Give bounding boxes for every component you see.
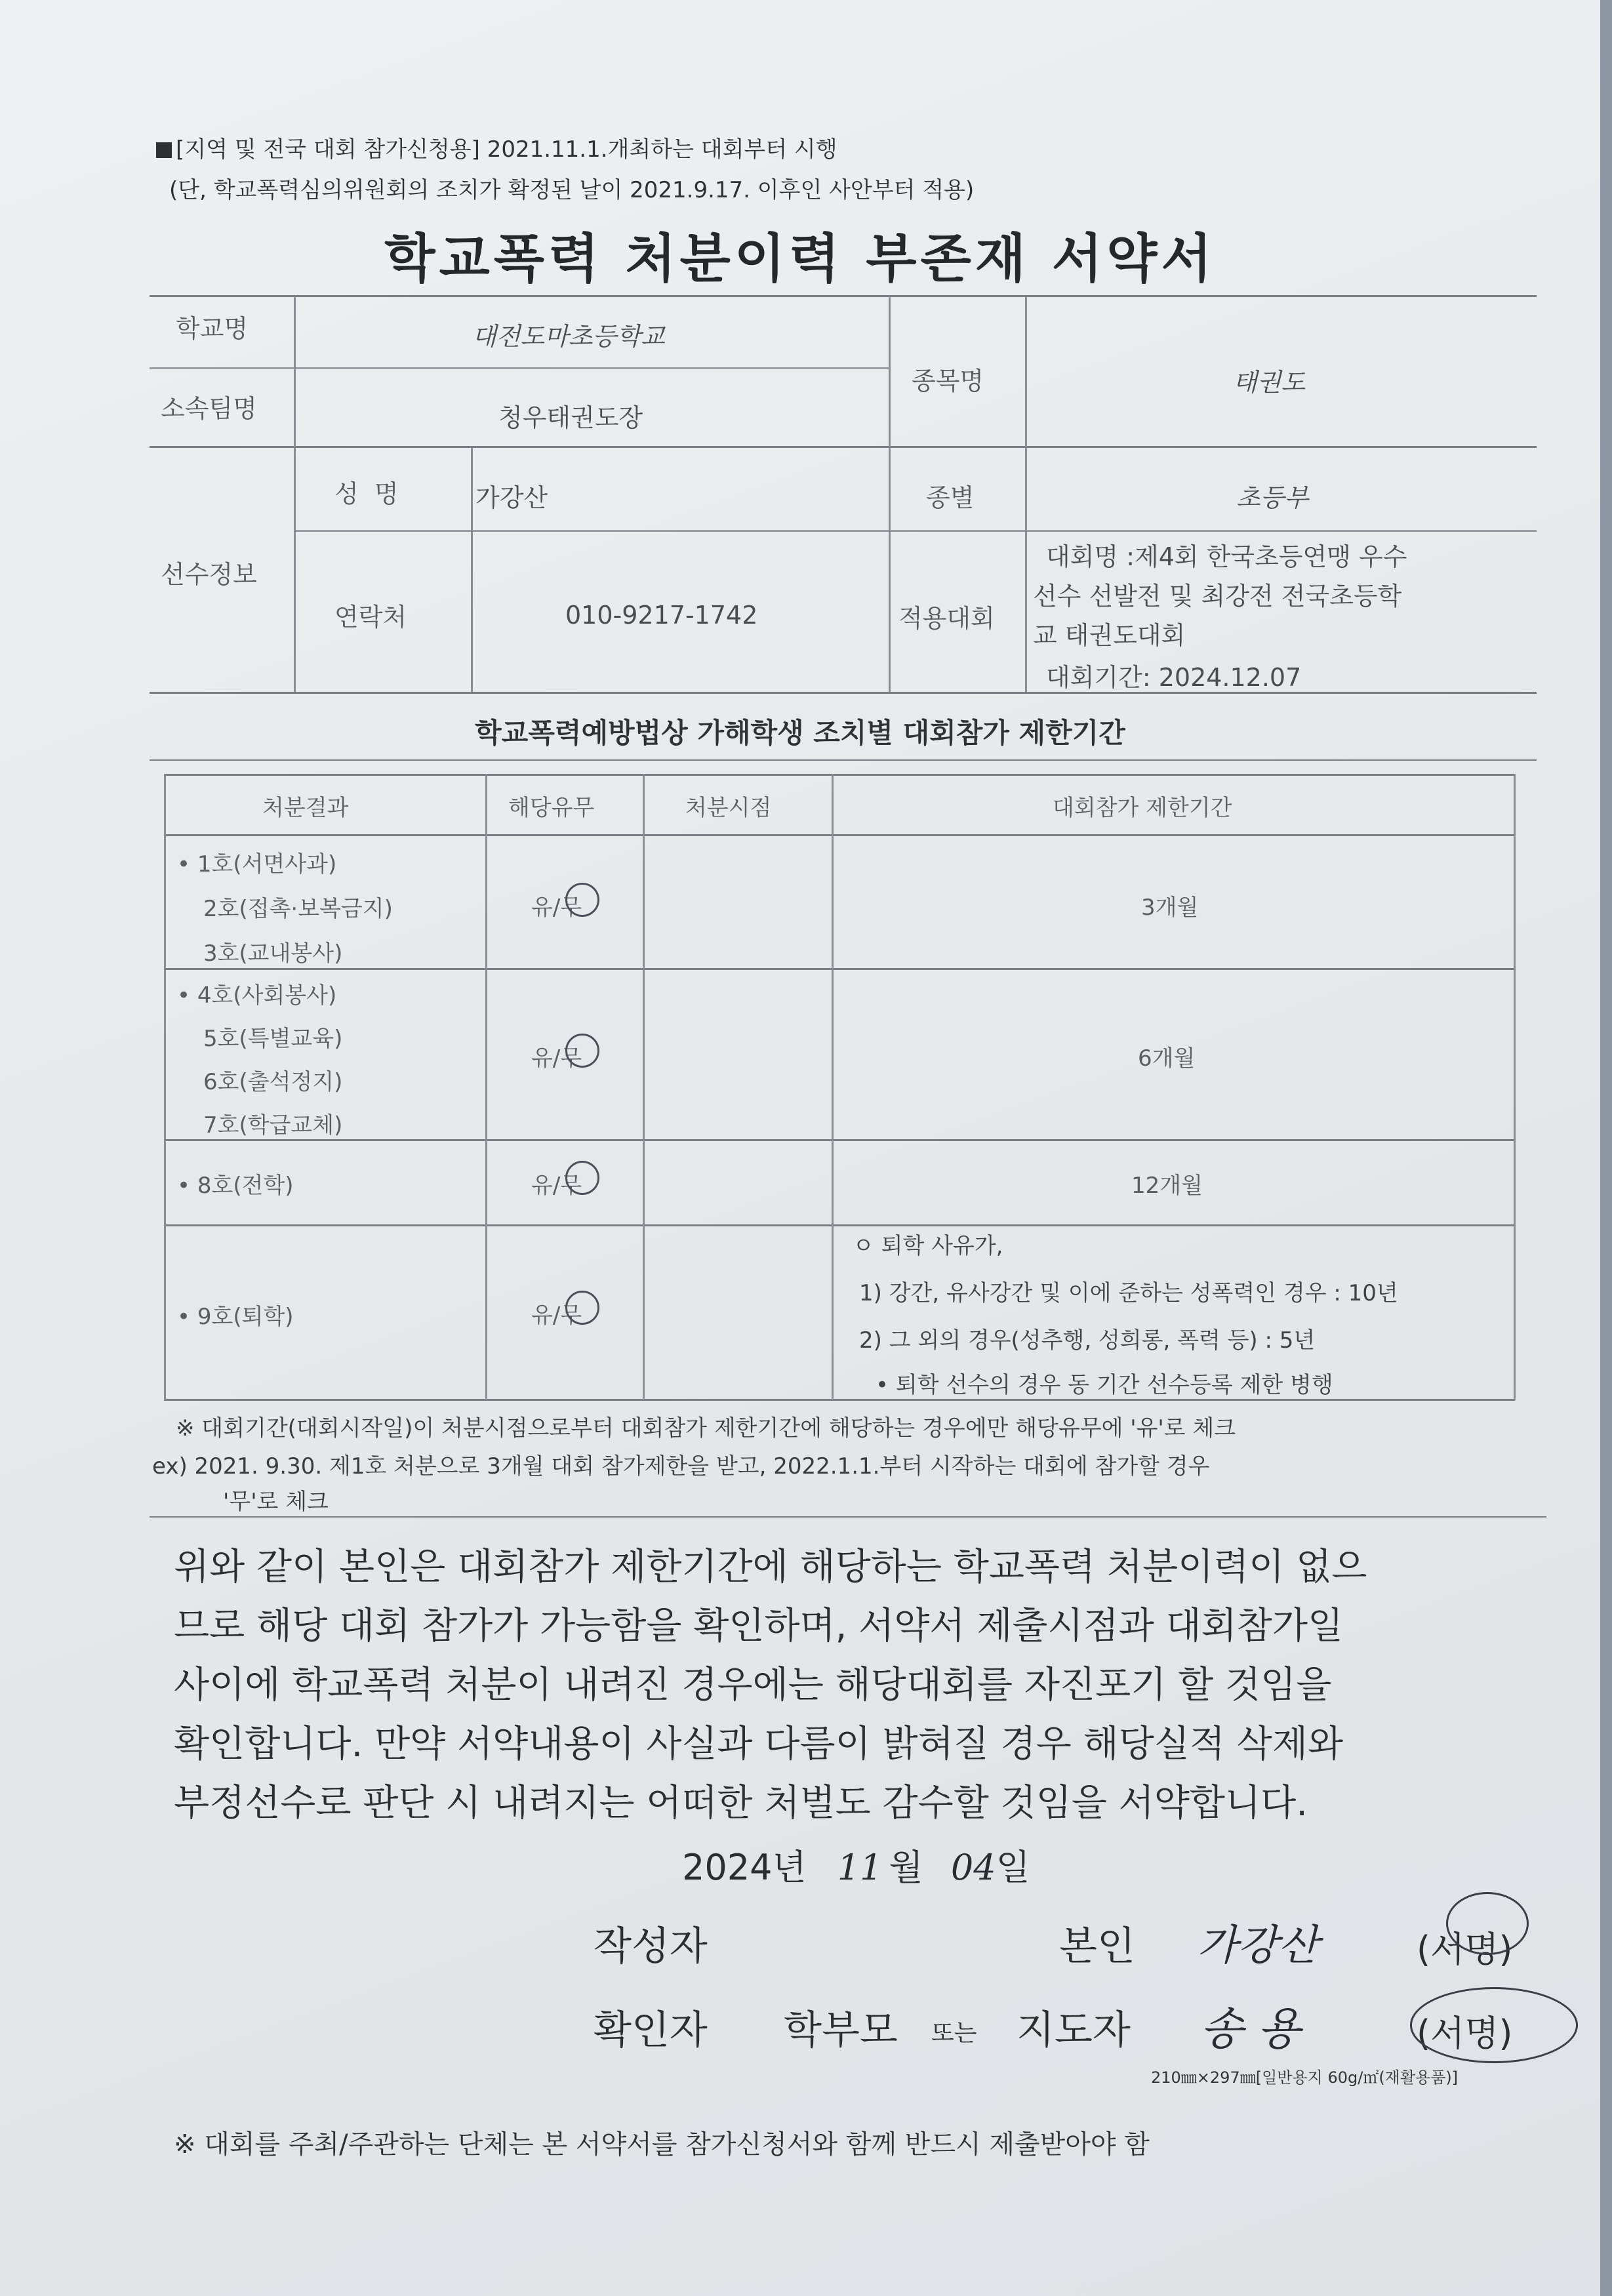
- signature-scribble-icon: [1446, 1892, 1529, 1955]
- square-bullet-icon: [156, 142, 172, 158]
- applied-label: 적용대회: [898, 604, 995, 633]
- team-value: 청우태권도장: [498, 403, 643, 432]
- signature-scribble-icon: [1410, 1987, 1578, 2063]
- check-circle-icon: [565, 1034, 599, 1068]
- rule: [150, 1516, 1546, 1518]
- school-label: 학교명: [176, 314, 249, 343]
- rule: [1514, 774, 1516, 1400]
- measure-item: • 9호(퇴학): [177, 1304, 294, 1330]
- rule: [485, 774, 487, 1400]
- restriction-period: 3개월: [1141, 895, 1199, 921]
- applied-line: 선수 선발전 및 최강전 전국초등학: [1033, 582, 1402, 611]
- rule: [164, 774, 166, 1400]
- rule: [643, 774, 645, 1400]
- rule: [471, 447, 473, 692]
- measure-item: • 1호(서면사과): [177, 851, 337, 877]
- writer-label: 작성자: [594, 1923, 708, 1969]
- rule: [164, 968, 1515, 970]
- name-value: 가강산: [475, 483, 548, 512]
- restriction-period: 6개월: [1138, 1045, 1196, 1072]
- rule: [164, 1139, 1515, 1141]
- rule: [294, 530, 1025, 532]
- check-circle-icon: [565, 883, 599, 917]
- applied-line: 교 태권도대회: [1033, 621, 1186, 650]
- measure-item: • 8호(전학): [177, 1173, 294, 1199]
- yes-no-value: 유/무: [531, 1045, 582, 1072]
- sign-mark-2: (서명): [1417, 2013, 1513, 2054]
- rule: [164, 834, 1515, 836]
- period-line: ㅇ 퇴학 사유가,: [853, 1233, 1003, 1259]
- or-label: 또는: [931, 2020, 977, 2047]
- col-header: 대회참가 제한기간: [1053, 795, 1232, 821]
- coach-signature: 송 용: [1200, 2004, 1300, 2055]
- yes-no-value: 유/무: [531, 1173, 582, 1199]
- sign-mark: (서명): [1417, 1929, 1513, 1970]
- measure-item: 7호(학급교체): [203, 1112, 343, 1138]
- rule: [294, 296, 296, 692]
- self-label: 본인: [1059, 1923, 1135, 1969]
- parent-label: 학부모: [784, 2007, 898, 2053]
- applied-line: 대회기간: 2024.12.07: [1046, 663, 1302, 692]
- coach-label: 지도자: [1017, 2007, 1131, 2053]
- pledge-line: 위와 같이 본인은 대회참가 제한기간에 해당하는 학교폭력 처분이력이 없으: [174, 1546, 1367, 1588]
- player-info-label: 선수정보: [161, 560, 257, 589]
- rule: [164, 1399, 1515, 1401]
- confirmer-label: 확인자: [594, 2007, 708, 2053]
- pledge-line: 사이에 학교폭력 처분이 내려진 경우에는 해당대회를 자진포기 할 것임을: [174, 1664, 1332, 1706]
- rule: [150, 446, 1537, 448]
- rule: [1025, 530, 1537, 532]
- header-line-2: (단, 학교폭력심의위원회의 조치가 확정된 날이 2021.9.17. 이후인 사안부터 적용): [169, 177, 975, 203]
- restriction-subtitle: 학교폭력예방법상 가해학생 조치별 대회참가 제한기간: [475, 717, 1125, 749]
- event-value: 태권도: [1233, 368, 1306, 397]
- rule: [832, 774, 834, 1400]
- date-year: 2024: [682, 1847, 773, 1888]
- yes-no-value: 유/무: [531, 1302, 582, 1329]
- paper-spec: 210㎜×297㎜[일반용지 60g/㎡(재활용품)]: [1151, 2068, 1459, 2087]
- period-line: 1) 강간, 유사강간 및 이에 준하는 성폭력인 경우 : 10년: [859, 1280, 1398, 1306]
- col-header: 처분시점: [685, 795, 772, 821]
- measure-item: • 4호(사회봉사): [177, 982, 337, 1009]
- rule: [164, 774, 1515, 776]
- check-circle-icon: [565, 1161, 599, 1195]
- yes-no-value: 유/무: [531, 895, 582, 921]
- self-signature: 가강산: [1197, 1922, 1319, 1970]
- period-line: • 퇴학 선수의 경우 동 기간 선수등록 제한 병행: [876, 1372, 1333, 1398]
- pledge-line: 므로 해당 대회 참가가 가능함을 확인하며, 서약서 제출시점과 대회참가일: [174, 1605, 1344, 1647]
- col-header: 처분결과: [262, 795, 349, 821]
- rule: [150, 759, 1537, 761]
- restriction-period: 12개월: [1131, 1173, 1203, 1199]
- rule: [164, 1224, 1515, 1226]
- document-title: 학교폭력 처분이력 부존재 서약서: [384, 228, 1216, 289]
- check-circle-icon: [565, 1291, 599, 1325]
- pledge-line: 확인합니다. 만약 서약내용이 사실과 다름이 밝혀질 경우 해당실적 삭제와: [174, 1723, 1344, 1765]
- measure-item: 2호(접촉·보복금지): [203, 896, 393, 922]
- pledge-paragraph: [174, 1538, 1525, 1833]
- period-line: 2) 그 외의 경우(성추행, 성희롱, 폭력 등) : 5년: [859, 1327, 1316, 1354]
- note-1: ※ 대회기간(대회시작일)이 처분시점으로부터 대회참가 제한기간에 해당하는 경우에만 해당유무에 '유'로 체크: [176, 1415, 1236, 1441]
- applied-line: 대회명 :제4회 한국초등연맹 우수: [1046, 542, 1407, 571]
- measure-item: 6호(출석정지): [203, 1069, 343, 1095]
- date-day: 04: [950, 1847, 996, 1888]
- note-3: '무'로 체크: [223, 1489, 329, 1515]
- contact-label: 연락처: [334, 603, 407, 632]
- date-line: 2024년 11 월 04일: [682, 1847, 1030, 1888]
- division-value: 초등부: [1236, 483, 1309, 512]
- division-label: 종별: [926, 483, 975, 512]
- contact-value: 010-9217-1742: [565, 601, 758, 630]
- date-month: 11: [837, 1847, 883, 1888]
- name-label: 성 명: [334, 479, 399, 508]
- measure-item: 5호(특별교육): [203, 1026, 343, 1052]
- rule: [150, 295, 1537, 297]
- col-header: 해당유무: [508, 795, 595, 821]
- team-label: 소속팀명: [161, 394, 257, 423]
- rule: [889, 296, 891, 692]
- footer-note: ※ 대회를 주최/주관하는 단체는 본 서약서를 참가신청서와 함께 반드시 제출받아야 함: [174, 2129, 1150, 2160]
- school-value: 대전도마초등학교: [472, 322, 665, 351]
- measure-item: 3호(교내봉사): [203, 940, 343, 967]
- page-edge: [1600, 0, 1612, 2296]
- event-label: 종목명: [912, 367, 984, 395]
- rule: [1025, 296, 1027, 692]
- rule: [150, 367, 891, 369]
- note-2: ex) 2021. 9.30. 제1호 처분으로 3개월 대회 참가제한을 받고, 2022.1.1.부터 시작하는 대회에 참가할 경우: [152, 1453, 1210, 1480]
- header-line-1: [지역 및 전국 대회 참가신청용] 2021.11.1.개최하는 대회부터 시행: [156, 131, 837, 163]
- pledge-line: 부정선수로 판단 시 내려지는 어떠한 처벌도 감수할 것임을 서약합니다.: [174, 1782, 1308, 1824]
- rule: [150, 692, 1537, 694]
